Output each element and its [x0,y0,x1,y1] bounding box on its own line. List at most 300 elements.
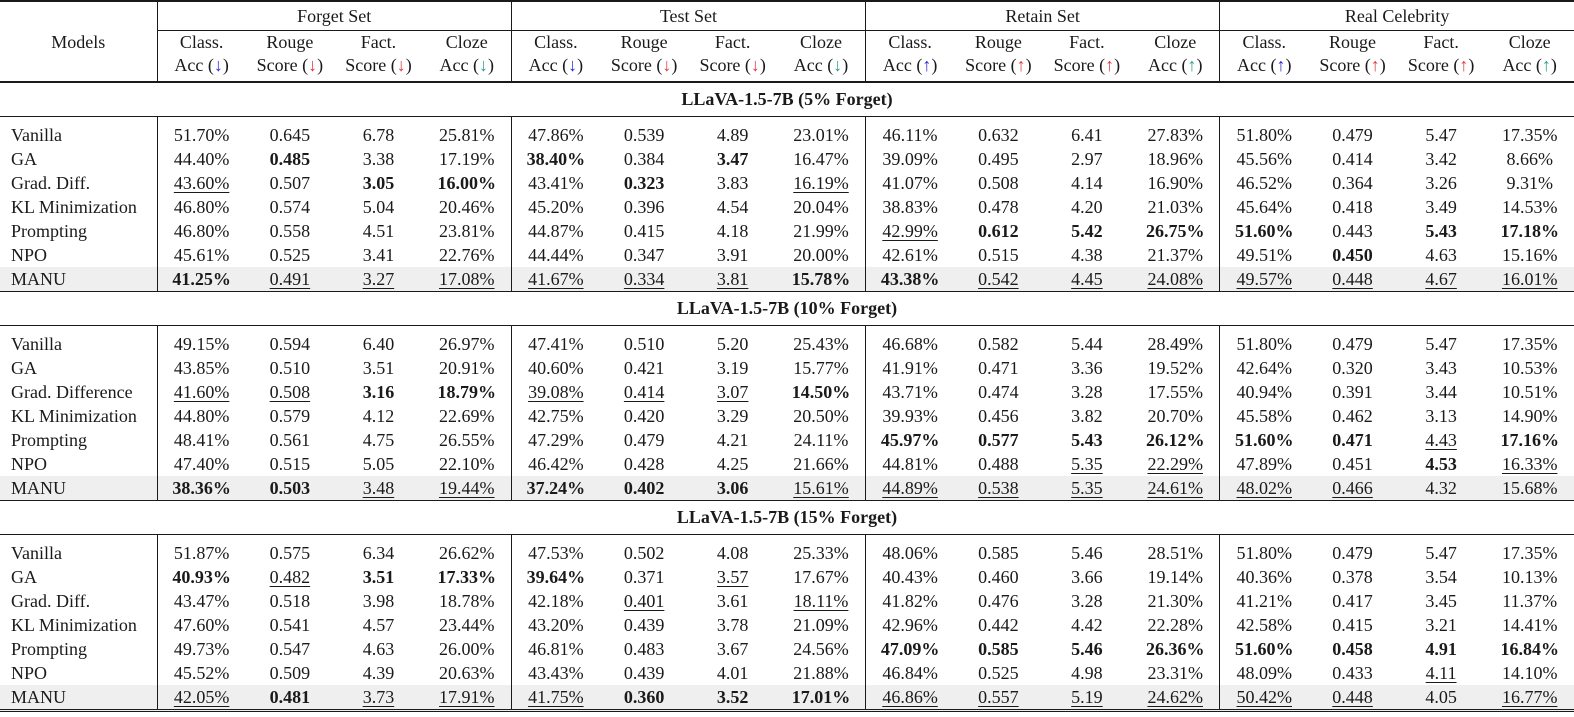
value: 0.415 [623,221,665,241]
metric-header-line1: Class. [157,31,246,55]
metric-header-line1: Rouge [974,32,1022,52]
best-value: 15.78% [791,269,851,289]
metric-cell [423,356,512,380]
value: 0.371 [623,567,665,587]
metric-cell [777,589,866,613]
metric-cell [1131,356,1220,380]
metric-cell [600,195,689,219]
metric-cell [688,565,777,589]
value: 23.31% [1147,663,1203,683]
value: 0.479 [623,430,665,450]
value: 51.80% [1236,543,1292,563]
model-name: NPO [11,663,48,683]
metric-cell [600,147,689,171]
metric-cell [688,267,777,292]
best-value: 26.36% [1145,639,1205,659]
value: 24.56% [793,639,849,659]
metric-cell [688,535,777,566]
metric-cell [1131,452,1220,476]
metric-cell [688,117,777,148]
second-best-value: 0.538 [978,478,1019,498]
metric-cell [1485,380,1574,404]
value: 48.09% [1236,663,1292,683]
value: 20.70% [1147,406,1203,426]
value: 42.64% [1236,358,1292,378]
metric-header-line2: Score (↑) [1397,54,1486,82]
metric-cell [866,195,955,219]
metric-cell [866,171,955,195]
model-name: KL Minimization [11,197,137,217]
metric-cell [1397,380,1486,404]
metric-cell [423,428,512,452]
best-value: 0.612 [978,221,1019,241]
metric-cell [1485,326,1574,357]
best-value: 0.458 [1332,639,1373,659]
best-value: 0.503 [269,478,311,498]
value: 20.91% [439,358,495,378]
best-value: 26.12% [1145,430,1205,450]
best-value: 3.05 [362,173,395,193]
metric-cell [954,428,1043,452]
metric-cell [1220,565,1309,589]
value: 0.632 [978,125,1019,145]
value: 15.68% [1501,478,1558,498]
model-name: NPO [11,454,48,474]
metric-cell [777,404,866,428]
value: 20.63% [439,663,495,683]
metric-cell [954,589,1043,613]
value: 5.47 [1425,334,1457,354]
metric-cell [1485,565,1574,589]
metric-cell [954,565,1043,589]
metric-cell [688,452,777,476]
metric-cell [246,267,335,292]
metric-cell [1485,267,1574,292]
value: 0.439 [623,615,665,635]
metric-cell [1397,147,1486,171]
metric-cell [688,147,777,171]
metric-cell [1220,356,1309,380]
metric-cell [423,267,512,292]
value: 3.54 [1425,567,1457,587]
value: 40.94% [1236,382,1292,402]
metric-cell [866,404,955,428]
value: 51.80% [1236,125,1292,145]
value: 39.93% [882,406,938,426]
metric-cell [1131,117,1220,148]
best-value: 17.33% [437,567,497,587]
value: 45.58% [1236,406,1292,426]
value: 0.574 [269,197,311,217]
metric-cell [1397,428,1486,452]
value: 46.11% [882,125,938,145]
value: 0.510 [269,358,311,378]
table-row [0,452,1574,476]
value: 46.68% [882,334,938,354]
metric-cell [600,637,689,661]
group-header-forget-set: Forget Set [157,1,511,31]
second-best-value: 43.60% [173,173,230,193]
value: 0.414 [1332,149,1373,169]
metric-cell [1131,326,1220,357]
value: 3.49 [1425,197,1457,217]
metric-cell [866,613,955,637]
metric-cell [600,685,689,711]
metric-cell [334,147,423,171]
metric-cell [246,661,335,685]
metric-cell [423,117,512,148]
metric-cell [1308,171,1397,195]
value: 8.66% [1506,149,1553,169]
value: 0.384 [623,149,665,169]
value: 0.378 [1332,567,1373,587]
second-best-value: 3.73 [362,687,395,707]
metric-cell [1308,219,1397,243]
value: 0.508 [978,173,1019,193]
best-value: 3.52 [716,687,749,707]
table-row [0,267,1574,292]
metric-cell [1220,661,1309,685]
metric-cell [1220,637,1309,661]
table-row [0,356,1574,380]
value: 5.20 [716,334,749,354]
second-best-value: 3.07 [716,382,749,402]
value: 3.78 [716,615,749,635]
value: 14.53% [1501,197,1558,217]
value: 41.07% [882,173,938,193]
metric-cell [511,326,600,357]
table-row [0,535,1574,566]
metric-cell [777,613,866,637]
metric-cell [157,452,246,476]
metric-label: Acc [174,55,204,75]
metric-cell [1043,661,1132,685]
metric-cell [423,589,512,613]
metric-cell [511,452,600,476]
metric-cell [1485,404,1574,428]
best-value: 5.43 [1425,221,1457,241]
value: 0.525 [978,663,1019,683]
value: 48.06% [882,543,938,563]
value: 0.645 [269,125,311,145]
metric-cell [1397,535,1486,566]
metric-cell [866,380,955,404]
best-value: 3.06 [716,478,749,498]
arrow-up-icon: ↑ [1016,55,1026,75]
second-best-value: 19.44% [439,478,495,498]
arrow-down-icon: ↓ [308,55,318,75]
value: 4.12 [362,406,395,426]
value: 43.71% [882,382,938,402]
metric-cell [866,685,955,711]
value: 23.81% [439,221,495,241]
metric-cell [777,195,866,219]
metric-cell [954,637,1043,661]
metric-cell [688,195,777,219]
value: 43.85% [173,358,230,378]
metric-cell [1485,117,1574,148]
second-best-value: 24.08% [1147,269,1203,289]
metric-cell [334,589,423,613]
metric-cell [423,661,512,685]
metric-label: Score [256,55,298,75]
value: 3.21 [1425,615,1457,635]
value: 0.585 [978,543,1019,563]
value: 4.14 [1071,173,1103,193]
metric-cell [423,243,512,267]
metric-cell [157,476,246,501]
value: 45.61% [173,245,230,265]
best-value: 0.471 [1332,430,1373,450]
table-row [0,147,1574,171]
metric-cell [688,326,777,357]
best-value: 17.16% [1500,430,1559,450]
value: 0.456 [978,406,1019,426]
value: 4.08 [716,543,749,563]
metric-cell [1220,171,1309,195]
metric-cell [246,589,335,613]
value: 0.579 [269,406,311,426]
value: 3.66 [1071,567,1103,587]
table-row [0,589,1574,613]
value: 4.32 [1425,478,1457,498]
metric-header-line2: Acc (↑) [866,54,955,82]
arrow-down-icon: ↓ [396,55,406,75]
metric-cell [1397,219,1486,243]
metric-label: Score [1053,55,1095,75]
metric-cell [511,356,600,380]
metric-header-line2: Score (↑) [1308,54,1397,82]
metric-cell [866,589,955,613]
metric-cell [600,117,689,148]
model-name: MANU [0,685,157,711]
section-title: LLaVA-1.5-7B (5% Forget) [0,82,1574,117]
value: 38.83% [882,197,938,217]
metric-cell [334,404,423,428]
metric-cell [1220,428,1309,452]
metric-cell [246,171,335,195]
metric-cell [1308,356,1397,380]
second-best-value: 50.42% [1236,687,1292,707]
second-best-value: 0.414 [623,382,665,402]
table-body [0,82,1574,711]
arrow-up-icon: ↑ [1105,55,1115,75]
metric-cell [1308,195,1397,219]
metric-cell [954,147,1043,171]
value: 43.47% [173,591,230,611]
value: 28.49% [1147,334,1203,354]
metric-cell [157,356,246,380]
value: 0.507 [269,173,311,193]
metric-cell [246,147,335,171]
second-best-value: 0.491 [269,269,311,289]
arrow-up-icon: ↑ [1541,55,1551,75]
metric-label: Acc [882,55,912,75]
metric-header-line2: Score (↓) [688,54,777,82]
model-name: GA [11,567,37,587]
metric-cell [954,219,1043,243]
model-name: KL Minimization [11,615,137,635]
metric-cell [600,535,689,566]
value: 0.575 [269,543,311,563]
metric-cell [1220,535,1309,566]
metric-cell [1220,685,1309,711]
value: 43.43% [528,663,584,683]
metric-cell [777,685,866,711]
arrow-down-icon: ↓ [662,55,672,75]
metric-cell [1043,380,1132,404]
second-best-value: 0.401 [623,591,665,611]
value: 4.42 [1071,615,1103,635]
second-best-value: 0.334 [623,269,665,289]
value: 0.483 [623,639,665,659]
metric-cell [954,243,1043,267]
metric-label: Acc [1147,55,1177,75]
value: 0.495 [978,149,1019,169]
metric-cell [423,219,512,243]
group-header-real-celebrity: Real Celebrity [1220,1,1574,31]
arrow-down-icon: ↓ [750,55,760,75]
metric-cell [511,267,600,292]
metric-cell [1308,661,1397,685]
metric-cell [1308,326,1397,357]
metric-header-line2: Score (↓) [600,54,689,82]
metric-cell [246,219,335,243]
value: 0.582 [978,334,1019,354]
metric-cell [1131,476,1220,501]
value: 18.96% [1147,149,1203,169]
metric-cell [954,195,1043,219]
metric-cell [157,219,246,243]
value: 14.90% [1501,406,1558,426]
value: 3.29 [716,406,749,426]
value: 0.420 [623,406,665,426]
metric-cell [954,171,1043,195]
metric-cell [600,565,689,589]
metric-cell [246,476,335,501]
value: 3.91 [716,245,749,265]
metric-cell [157,535,246,566]
metric-cell [688,404,777,428]
value: 22.10% [439,454,495,474]
second-best-value: 4.11 [1425,663,1457,683]
metric-cell [423,637,512,661]
metric-cell [511,195,600,219]
best-value: 26.75% [1145,221,1205,241]
metric-cell [600,380,689,404]
metric-cell [1308,589,1397,613]
second-best-value: 4.67 [1425,269,1457,289]
metric-cell [688,243,777,267]
metric-cell [777,428,866,452]
metric-label: Score [610,55,652,75]
best-value: 43.38% [880,269,940,289]
value: 15.16% [1501,245,1558,265]
metric-cell [334,535,423,566]
value: 3.36 [1071,358,1103,378]
best-value: 18.79% [437,382,497,402]
metric-cell [334,428,423,452]
best-value: 51.60% [1235,221,1294,241]
metric-cell [1485,195,1574,219]
table-row [0,428,1574,452]
metric-cell [1308,565,1397,589]
metric-cell [1043,195,1132,219]
value: 45.64% [1236,197,1292,217]
metric-cell [688,685,777,711]
second-best-value: 5.35 [1071,454,1103,474]
group-header-retain-set: Retain Set [866,1,1220,31]
second-best-value: 0.482 [269,567,311,587]
value: 3.44 [1425,382,1457,402]
value: 26.00% [439,639,495,659]
metric-header-line2: Acc (↓) [423,54,512,82]
metric-cell [1308,685,1397,711]
metric-cell [777,267,866,292]
second-best-value: 16.33% [1501,454,1558,474]
value: 0.541 [269,615,311,635]
metric-header-line1: Fact. [714,32,751,52]
metric-cell [423,404,512,428]
metric-cell [600,613,689,637]
value: 21.99% [793,221,849,241]
value: 4.38 [1071,245,1103,265]
metric-cell [777,219,866,243]
value: 0.443 [1332,221,1373,241]
arrow-up-icon: ↑ [1459,55,1469,75]
second-best-value: 41.60% [173,382,230,402]
value: 44.44% [528,245,584,265]
metric-cell [1485,476,1574,501]
metric-header-line2: Acc (↓) [157,54,246,82]
best-value: 3.47 [716,149,749,169]
metric-cell [954,661,1043,685]
best-value: 38.40% [526,149,586,169]
metric-cell [954,452,1043,476]
value: 0.558 [269,221,311,241]
metric-cell [334,565,423,589]
value: 49.15% [173,334,230,354]
metric-cell [511,219,600,243]
best-value: 0.585 [978,639,1019,659]
metric-cell [1131,404,1220,428]
metric-header-line1: Rouge [266,32,314,52]
best-value: 39.64% [526,567,586,587]
metric-cell [866,117,955,148]
value: 3.41 [362,245,395,265]
metric-cell [600,476,689,501]
metric-cell [954,267,1043,292]
metric-cell [511,565,600,589]
metric-cell [688,589,777,613]
metric-cell [334,685,423,711]
metric-cell [866,326,955,357]
metric-cell [954,326,1043,357]
metric-cell [954,117,1043,148]
value: 46.80% [173,221,230,241]
model-name: Prompting [11,639,88,659]
metric-cell [1485,452,1574,476]
value: 47.41% [528,334,584,354]
table-row [0,117,1574,148]
best-value: 51.60% [1235,639,1294,659]
value: 20.00% [793,245,849,265]
metric-cell [334,171,423,195]
value: 14.10% [1501,663,1558,683]
metric-cell [334,195,423,219]
metric-label: Score [699,55,741,75]
metric-label: Score [1407,55,1449,75]
